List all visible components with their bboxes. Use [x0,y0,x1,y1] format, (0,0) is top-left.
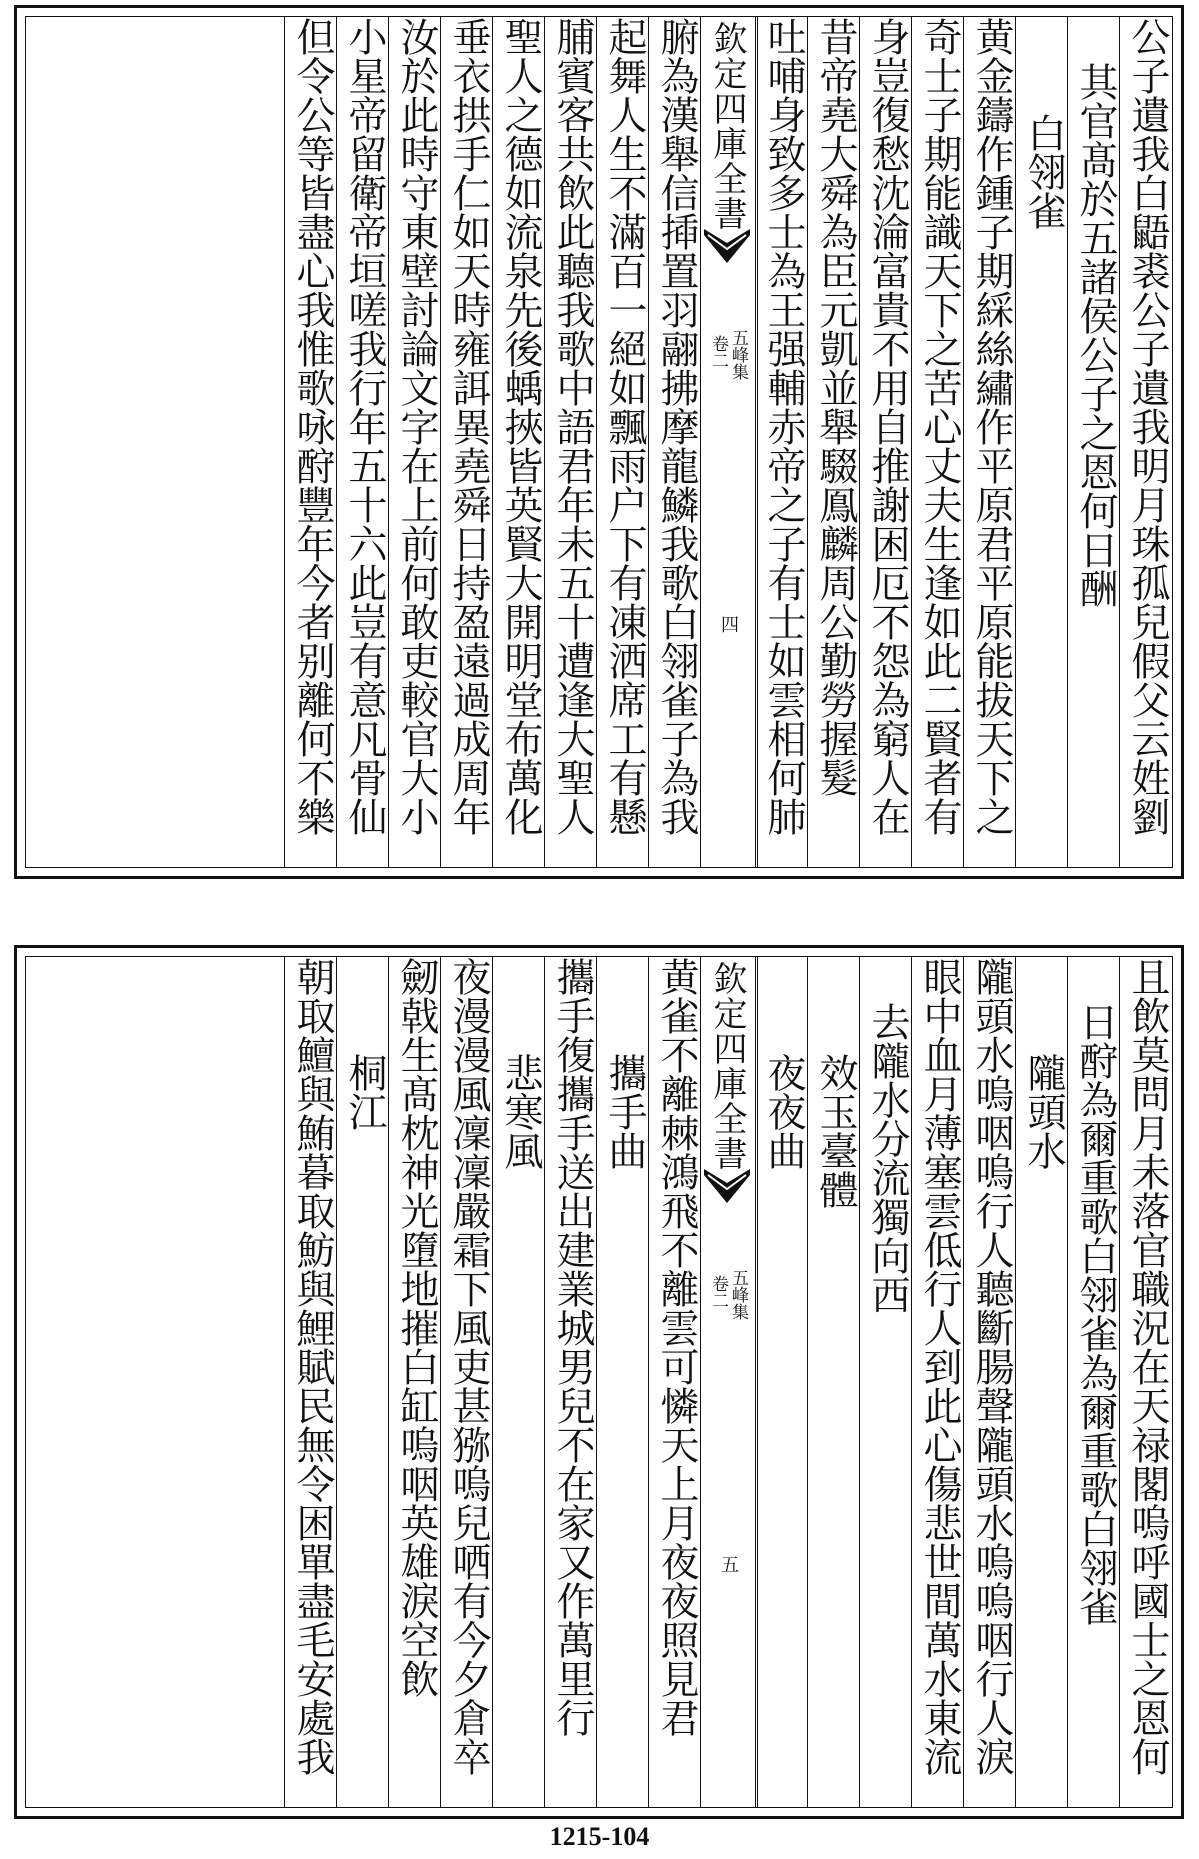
text-column [807,17,860,867]
text-column [1119,957,1172,1807]
page-frame-2 [25,956,1173,1808]
column-text: 眼中血月薄塞雲低行人到此心傷悲世間萬水東流 [917,957,962,1776]
collection-title: 欽定四庫全書 [707,21,747,231]
page-sheet-1 [14,5,1184,879]
text-column [963,957,1016,1807]
column-text: 夜夜曲 [761,1053,806,1170]
column-text: 吐哺身致多士為王强輔赤帝之子有士如雲相何肺 [761,17,806,836]
column-text: 小星帝留衛帝垣嗟我行年五十六此豈有意凡骨仙 [342,17,387,836]
book-title: 五峰集 [728,1269,748,1320]
page-frame-1 [25,16,1173,868]
collection-title: 欽定四庫全書 [707,961,747,1171]
center-fold-column [700,17,758,867]
text-column [492,17,545,867]
text-column [596,957,649,1807]
text-column [963,17,1016,867]
column-text: 黄金鑄作鍾子期綵絲繡作平原君平原能拔天下之 [969,17,1014,836]
text-column [859,17,912,867]
center-fold-column [700,957,758,1807]
book-title: 五峰集 [728,329,748,380]
text-column [284,17,337,867]
leaf-number: 五 [718,1555,739,1573]
page-sheet-2 [14,945,1184,1819]
column-text: 腑為漢舉信揷置羽翮拂摩龍鱗我歌白翎雀子為我 [654,17,699,836]
column-text: 垂衣拱手仁如天時雍誀異堯舜日持盈遠過成周年 [446,17,491,836]
column-text: 劒戟生髙枕神光墮地摧白缸嗚咽英雄淚空飲 [394,957,439,1698]
column-text: 身豈復愁沈淪富貴不用自推謝困厄不怨為窮人在 [865,17,910,836]
text-column [492,957,545,1807]
column-text: 攜手復攜手送出建業城男兒不在家又作萬里行 [550,957,595,1737]
column-text: 去隴水分流獨向西 [865,1002,910,1314]
text-column [1015,957,1068,1807]
column-text: 白翎雀 [1021,113,1066,230]
column-text: 悲寒風 [498,1053,543,1170]
text-column [336,957,389,1807]
fish-tail-mark-icon [704,1169,750,1203]
column-text: 起舞人生不滿百一絕如飄雨户下有凍洒席工有懸 [602,17,647,836]
column-text: 攜手曲 [602,1053,647,1170]
leaf-number: 四 [718,615,739,633]
text-column [336,17,389,867]
column-text: 但令公等皆盡心我惟歌咏酧豐年今者别離何不樂 [290,17,335,836]
column-text: 公子遺我白鼯裘公子遺我明月珠孤兒假父云姓劉 [1125,17,1170,836]
text-column [648,17,701,867]
text-column [388,17,441,867]
column-text: 朝取鱣與鮪暮取魴與鯉賦民無令困單盡毛安處我 [290,957,335,1776]
column-text: 黄雀不離棘鴻飛不離雲可憐天上月夜夜照見君 [654,957,699,1737]
volume-label: 卷二 [708,1275,728,1309]
column-text: 日酧為爾重歌白翎雀為爾重歌白翎雀 [1073,1002,1118,1626]
text-column [388,957,441,1807]
text-column [544,17,597,867]
column-text: 夜漫漫風凜凜嚴霜下風吏甚猕嗚兒哂有今夕倉卒 [446,957,491,1776]
text-column [440,17,493,867]
column-text: 聖人之德如流泉先後蝺挾皆英賢大開明堂布萬化 [498,17,543,836]
text-column [1015,17,1068,867]
text-column [284,957,337,1807]
text-column [911,957,964,1807]
column-text: 奇士子期能識天下之苦心丈夫生逢如此二賢者有 [917,17,962,836]
text-column [1067,957,1120,1807]
fish-tail-mark-icon [704,229,750,263]
text-column [911,17,964,867]
text-column [755,17,808,867]
column-text: 隴頭水 [1021,1053,1066,1170]
column-text: 且飲莫問月未落官職況在天禄閣嗚呼國士之恩何 [1125,957,1170,1776]
column-text: 昔帝堯大舜為臣元凱並舉䮕鳯麟周公勤勞握髮 [813,17,858,797]
column-text: 脯賓客共飲此聽我歌中語君年未五十遭逢大聖人 [550,17,595,836]
column-text: 隴頭水嗚咽嗚行人聽斷腸聲隴頭水嗚嗚咽行人淚 [969,957,1014,1776]
column-text: 桐江 [342,1053,387,1131]
text-column [1119,17,1172,867]
page-number-footer: 1215-104 [549,1822,650,1851]
text-column [807,957,860,1807]
text-column [755,957,808,1807]
column-text: 其官髙於五諸侯公子之恩何日酬 [1073,62,1118,608]
column-text: 效玉臺體 [813,1053,858,1209]
text-column [544,957,597,1807]
text-column [440,957,493,1807]
text-column [648,957,701,1807]
text-column [596,17,649,867]
volume-label: 卷二 [708,335,728,369]
text-column [859,957,912,1807]
column-text: 汝於此時守東壁討論文字在上前何敢吏較官大小 [394,17,439,836]
text-column [1067,17,1120,867]
